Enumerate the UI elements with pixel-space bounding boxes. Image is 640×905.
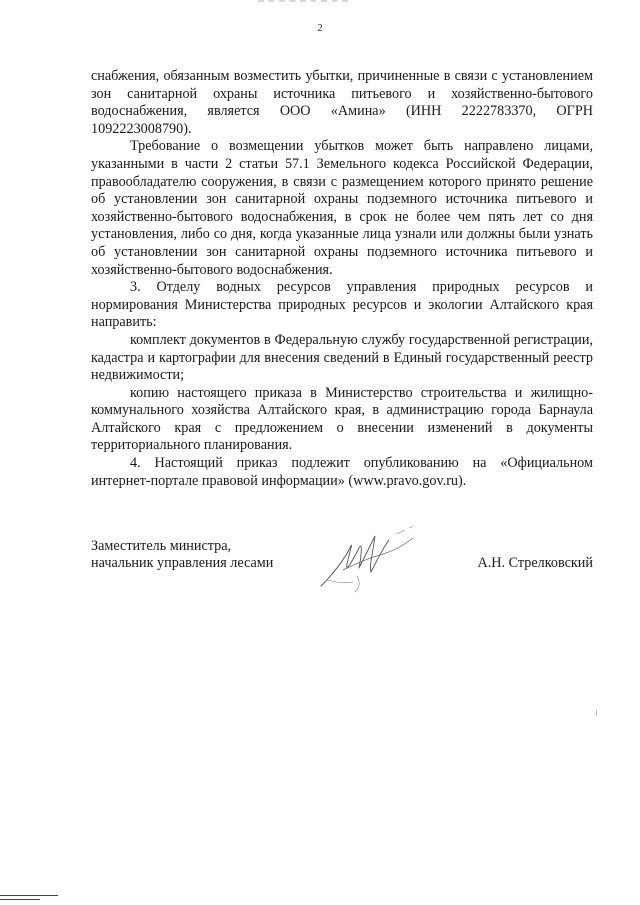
- document-body: [91, 68, 593, 490]
- handwritten-signature: [313, 524, 423, 594]
- paragraph-item-3-copy: копию настоящего приказа в Министерство строительства и жилищно-коммунального хозяйства Алтайского края, в администрацию города Барнаула Алтайского края с предложением о внесении изменений в документы территориального планирования.: [91, 384, 593, 454]
- scan-top-mark: [258, 0, 348, 6]
- signer-position-line1: Заместитель министра,: [91, 538, 232, 554]
- signer-name: А.Н. Стрелковский: [477, 555, 593, 571]
- paragraph-item-4: 4. Настоящий приказ подлежит опубликованию на «Официальном интернет-портале правовой информации» (www.pravo.gov.ru).: [91, 455, 593, 489]
- page-number: 2: [317, 22, 323, 34]
- signature-block: [91, 538, 593, 598]
- paragraph-item-3-documents: комплект документов в Федеральную службу государственной регистрации, кадастра и картографии для внесения сведений в Единый государственный реестр недвижимости;: [91, 331, 593, 384]
- scan-margin-mark: [596, 710, 597, 716]
- paragraph-continuation: снабжения, обязанным возместить убытки, причиненные в связи с установлением зон санитарной охраны источника питьевого и хозяйственно-бытового водоснабжения, является ООО «Амина» (ИНН 2222783370, ОГРН 1092223008790).: [91, 68, 593, 137]
- paragraph-damages-claim: Требование о возмещении убытков может быть направлено лицами, указанными в части 2 статьи 57.1 Земельного кодекса Российской Федерации, правообладателю сооружения, в связи с размещением которого принято решение об установлении зон санитарной охраны подземного источника питьевого и хозяйственно-бытового водоснабжения, в срок не более чем пять лет со дня установления, либо со дня, когда указанные лица узнали или должны были узнать об установлении зон санитарной охраны подземного источника питьевого и хозяйственно-бытового водоснабжения.: [91, 138, 593, 278]
- scan-footer-rule: [0, 895, 58, 896]
- scan-footer-rule: [0, 899, 40, 900]
- signer-position-line2: начальник управления лесами: [91, 555, 274, 571]
- signer-position: [91, 538, 321, 572]
- paragraph-item-3: 3. Отделу водных ресурсов управления природных ресурсов и нормирования Министерства природных ресурсов и экологии Алтайского края направить:: [91, 279, 593, 331]
